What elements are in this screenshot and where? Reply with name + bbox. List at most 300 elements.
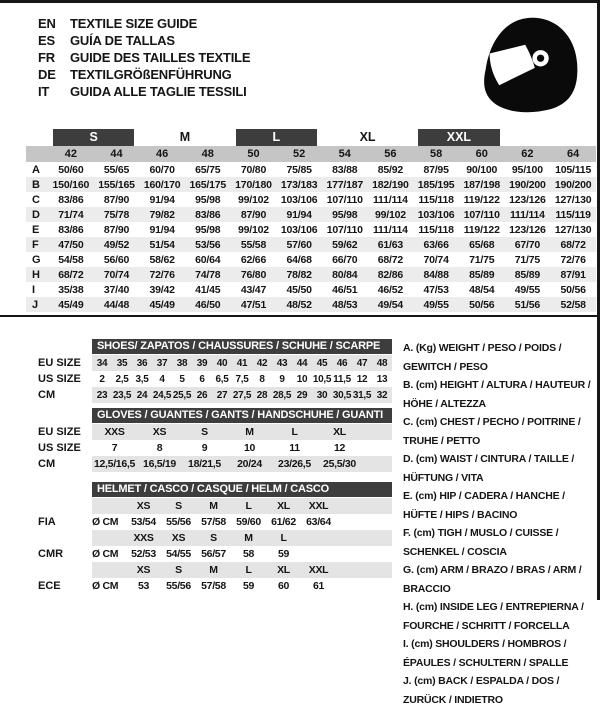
measure-value: 83/86 xyxy=(58,223,84,236)
measure-value: 173/183 xyxy=(280,178,318,191)
strip-row xyxy=(38,387,394,403)
measure-value: 111/114 xyxy=(373,223,408,236)
measure-value: 119/122 xyxy=(463,193,500,206)
measure-letter: F xyxy=(32,238,39,251)
measure-value: 87/90 xyxy=(103,193,130,206)
helmet-size-cells xyxy=(92,562,392,578)
strip-cell: 18/21,5 xyxy=(188,458,221,470)
strip-cell: 43 xyxy=(276,357,288,369)
size-group-label: L xyxy=(236,129,317,146)
language-row xyxy=(38,83,250,100)
measure-value: 51/56 xyxy=(514,298,541,311)
measure-value: 103/106 xyxy=(280,223,318,236)
shoes-table-title: SHOES/ ZAPATOS / CHAUSSURES / SCHUHE / SCARPE xyxy=(92,339,392,354)
helmet-value-row xyxy=(38,578,394,594)
gloves-table-title: GLOVES / GUANTES / GANTS / HANDSCHUHE / GUANTI xyxy=(92,408,392,423)
size-group-label: XXL xyxy=(418,129,499,146)
legend-item: H. (cm) INSIDE LEG / ENTREPIERNA / FOURCHE / SCHRITT / FORCELLA xyxy=(403,601,584,632)
measure-value: 70/74 xyxy=(423,253,449,266)
strip-cell: S xyxy=(201,426,208,438)
legend-item: A. (Kg) WEIGHT / PESO / POIDS / GEWITCH / PESO xyxy=(403,342,562,373)
measure-value: 45/49 xyxy=(58,298,84,311)
strip-cell: L xyxy=(291,426,298,438)
size-number: 56 xyxy=(368,146,414,162)
measure-value: 68/72 xyxy=(377,253,404,266)
helmet-rows xyxy=(38,498,394,594)
strip-cell: 29 xyxy=(296,389,308,401)
size-group-label: S xyxy=(53,129,134,146)
helmet-value: 57/58 xyxy=(201,516,226,528)
strip-cells xyxy=(92,371,392,387)
helmet-value: 61/62 xyxy=(271,516,296,528)
strip-cell: 36 xyxy=(136,357,148,369)
gloves-table xyxy=(38,408,394,472)
measure-value: 62/66 xyxy=(240,253,267,266)
size-number: 48 xyxy=(185,146,231,162)
measure-value: 50/60 xyxy=(58,163,84,176)
helmet-size-label: XXS xyxy=(133,532,154,544)
standard-label: FIA xyxy=(38,516,56,528)
strip-cell: 23,5 xyxy=(112,389,132,401)
strip-cell: 38 xyxy=(176,357,188,369)
measure-value: 67/70 xyxy=(514,238,541,251)
size-number: 58 xyxy=(413,146,459,162)
size-group-header xyxy=(413,127,504,146)
measure-value: 105/115 xyxy=(555,163,592,176)
measure-value: 95/98 xyxy=(195,223,221,236)
helmet-value: 55/56 xyxy=(166,580,191,592)
language-text: GUIDE DES TAILLES TEXTILE xyxy=(70,50,251,65)
measure-value: 68/72 xyxy=(58,268,84,281)
size-number: 46 xyxy=(139,146,185,162)
measure-value: 35/38 xyxy=(58,283,84,296)
measure-value: 91/94 xyxy=(149,223,175,236)
measure-letter: A xyxy=(32,163,40,176)
language-code: IT xyxy=(38,84,50,99)
language-text: GUÍA DE TALLAS xyxy=(70,33,175,48)
textile-size-table xyxy=(26,127,596,312)
helmet-size-label: XS xyxy=(136,564,151,576)
strip-cell: 44 xyxy=(296,357,308,369)
measure-value: 58/62 xyxy=(149,253,175,266)
measure-value: 74/78 xyxy=(195,268,221,281)
measure-value: 115/118 xyxy=(418,223,454,236)
measure-row xyxy=(26,252,596,267)
measure-value: 65/75 xyxy=(195,163,221,176)
measure-value: 37/40 xyxy=(103,283,130,296)
measure-row xyxy=(26,162,596,177)
measure-value: 66/70 xyxy=(332,253,358,266)
strip-cells xyxy=(92,424,392,440)
measure-value: 72/76 xyxy=(149,268,175,281)
strip-cell: 30,5 xyxy=(332,389,352,401)
helmet-size-label: XS xyxy=(136,500,151,512)
standard-label: ECE xyxy=(38,580,61,592)
corner-spacer xyxy=(26,146,48,162)
measure-value: 68/72 xyxy=(560,238,586,251)
strip-cell: XS xyxy=(152,426,167,438)
strip-cell: 13 xyxy=(376,373,388,385)
helmet-value-row xyxy=(38,546,394,562)
strip-cell: 26 xyxy=(196,389,208,401)
measure-value: 54/58 xyxy=(58,253,84,266)
measure-value: 85/92 xyxy=(377,163,404,176)
language-code: DE xyxy=(38,67,56,82)
helmet-size-label: XL xyxy=(277,564,290,576)
measure-value: 119/122 xyxy=(463,223,500,236)
helmet-value: 53/54 xyxy=(131,516,156,528)
measure-value: 91/94 xyxy=(286,208,312,221)
measure-value: 63/66 xyxy=(423,238,449,251)
strip-cell: 10 xyxy=(243,442,256,454)
legend-item: I. (cm) SHOULDERS / HOMBROS / ÉPAULES / SCHULTERN / SPALLE xyxy=(403,638,569,669)
strip-cell: 27,5 xyxy=(232,389,252,401)
helmet-icon xyxy=(477,15,583,115)
measure-row xyxy=(26,297,596,312)
helmet-value: 59 xyxy=(242,580,255,592)
measure-value: 190/200 xyxy=(509,178,546,191)
measure-value: 182/190 xyxy=(372,178,409,191)
language-row xyxy=(38,32,250,49)
size-number: 44 xyxy=(94,146,140,162)
size-group-row xyxy=(26,127,596,146)
measure-value: 48/54 xyxy=(469,283,495,296)
strip-cell: 31,5 xyxy=(352,389,372,401)
legend-item: C. (cm) CHEST / PECHO / POITRINE / TRUHE / PETTO xyxy=(403,416,581,447)
measure-value: 60/70 xyxy=(149,163,175,176)
strip-cell: 39 xyxy=(196,357,208,369)
strip-cell: 27 xyxy=(216,389,228,401)
size-number: 60 xyxy=(459,146,505,162)
strip-cell: 24,5 xyxy=(152,389,172,401)
strip-cell: 10,5 xyxy=(312,373,332,385)
measure-value: 95/98 xyxy=(332,208,358,221)
language-list xyxy=(38,15,250,100)
helmet-value: 56/57 xyxy=(201,548,226,560)
helmet-value-row xyxy=(38,514,394,530)
helmet-value-cells xyxy=(92,578,392,594)
measure-value: 56/60 xyxy=(103,253,130,266)
measure-value: 103/106 xyxy=(417,208,455,221)
strip-cell: 48 xyxy=(376,357,388,369)
strip-row xyxy=(38,355,394,371)
measure-value: 78/82 xyxy=(286,268,312,281)
helmet-value: 53 xyxy=(137,580,150,592)
strip-cell: 37 xyxy=(156,357,168,369)
language-row xyxy=(38,49,250,66)
strip-cell: 25,5 xyxy=(172,389,192,401)
measure-value: 111/114 xyxy=(509,208,545,221)
strip-cell: 40 xyxy=(216,357,228,369)
measure-value: 123/126 xyxy=(509,193,546,206)
measure-value: 79/82 xyxy=(149,208,175,221)
helmet-size-label: XS xyxy=(171,532,186,544)
language-code: ES xyxy=(38,33,55,48)
measure-value: 48/53 xyxy=(332,298,358,311)
measure-row xyxy=(26,282,596,297)
measure-row xyxy=(26,207,596,222)
measure-row xyxy=(26,192,596,207)
shoes-rows xyxy=(38,355,394,403)
strip-cell: 7 xyxy=(111,442,118,454)
helmet-size-row xyxy=(38,562,394,578)
measure-letter: G xyxy=(32,253,41,266)
strip-row-label: US SIZE xyxy=(38,373,81,385)
language-code: EN xyxy=(38,16,56,31)
strip-cell: 41 xyxy=(236,357,248,369)
helmet-value: 60 xyxy=(277,580,290,592)
strip-cell: 25,5/30 xyxy=(323,458,356,470)
helmet-value: 55/56 xyxy=(166,516,191,528)
measure-value: 107/110 xyxy=(326,223,363,236)
measure-value: 46/50 xyxy=(195,298,221,311)
strip-cell: 34 xyxy=(96,357,108,369)
measure-value: 41/45 xyxy=(195,283,221,296)
strip-row xyxy=(38,456,394,472)
measure-letter: E xyxy=(32,223,40,236)
measure-value: 75/78 xyxy=(103,208,130,221)
helmet-value: 63/64 xyxy=(306,516,331,528)
measure-row xyxy=(26,237,596,252)
strip-cell: 10 xyxy=(296,373,308,385)
helmet-table-title: HELMET / CASCO / CASQUE / HELM / CASCO xyxy=(92,482,392,497)
helmet-size-label: S xyxy=(175,500,182,512)
measure-value: 160/170 xyxy=(143,178,181,191)
measure-value: 64/68 xyxy=(286,253,312,266)
strip-cell: 32 xyxy=(376,389,388,401)
helmet-size-label: M xyxy=(244,532,253,544)
legend-item: F. (cm) TIGH / MUSLO / CUISSE / SCHENKEL / COSCIA xyxy=(403,527,559,558)
legend-item: J. (cm) BACK / ESPALDA / DOS / ZURÜCK / INDIETRO xyxy=(403,675,560,706)
size-group-label: XL xyxy=(359,130,376,144)
measure-letter: J xyxy=(32,298,38,311)
strip-cell: 35 xyxy=(116,357,128,369)
measure-row xyxy=(26,177,596,192)
strip-cells xyxy=(92,440,392,456)
size-number: 64 xyxy=(550,146,596,162)
strip-cells xyxy=(92,355,392,371)
helmet-value: 61 xyxy=(312,580,325,592)
measure-rows xyxy=(26,162,596,312)
measure-value: 155/165 xyxy=(98,178,135,191)
size-group-label: M xyxy=(179,130,191,144)
strip-cell: 16,5/19 xyxy=(143,458,176,470)
measure-value: 87/90 xyxy=(103,223,130,236)
end-spacer xyxy=(505,127,551,146)
shoes-table xyxy=(38,339,394,403)
strip-cell: 9 xyxy=(279,373,285,385)
measure-value: 103/106 xyxy=(280,193,318,206)
strip-cell: 23 xyxy=(96,389,108,401)
helmet-size-row xyxy=(38,530,394,546)
helmet-size-label: L xyxy=(280,532,287,544)
strip-cell: 9 xyxy=(201,442,208,454)
measure-letter: C xyxy=(32,193,40,206)
helmet-size-label: M xyxy=(209,564,218,576)
language-row xyxy=(38,15,250,32)
measure-value: 115/119 xyxy=(555,208,591,221)
helmet-size-label: XXL xyxy=(308,564,329,576)
language-text: TEXTILGRÖßENFÜHRUNG xyxy=(70,67,232,82)
measure-value: 70/80 xyxy=(240,163,267,176)
strip-cell: XXS xyxy=(104,426,125,438)
measure-value: 83/86 xyxy=(58,193,84,206)
bottom-section xyxy=(0,317,597,709)
measure-value: 75/85 xyxy=(286,163,312,176)
helmet-size-label: XXL xyxy=(308,500,329,512)
legend-item: B. (cm) HEIGHT / ALTURA / HAUTEUR / HÖHE / ALTEZZA xyxy=(403,379,591,410)
measure-value: 85/89 xyxy=(514,268,541,281)
measure-value: 83/88 xyxy=(332,163,358,176)
measure-value: 71/75 xyxy=(469,253,495,266)
measure-value: 111/114 xyxy=(373,193,408,206)
measure-value: 50/56 xyxy=(560,283,586,296)
measure-value: 83/86 xyxy=(195,208,221,221)
strip-row xyxy=(38,440,394,456)
measure-value: 87/95 xyxy=(423,163,449,176)
measure-value: 107/110 xyxy=(326,193,363,206)
measure-value: 70/74 xyxy=(103,268,130,281)
measure-letter: H xyxy=(32,268,40,281)
measure-value: 49/55 xyxy=(514,283,541,296)
measure-value: 99/102 xyxy=(374,208,406,221)
size-group-header xyxy=(231,127,322,146)
measure-value: 45/50 xyxy=(286,283,312,296)
strip-cell: 11 xyxy=(289,442,300,454)
measure-value: 47/53 xyxy=(423,283,449,296)
measure-value: 87/91 xyxy=(560,268,586,281)
measure-value: 46/52 xyxy=(377,283,404,296)
measure-value: 99/102 xyxy=(237,193,269,206)
strip-cell: 12 xyxy=(356,373,368,385)
strip-cells xyxy=(92,456,392,472)
helmet-size-label: L xyxy=(245,564,252,576)
measure-value: 165/175 xyxy=(189,178,227,191)
helmet-value: 58 xyxy=(242,548,255,560)
unit-label: Ø CM xyxy=(92,516,119,528)
measure-value: 87/90 xyxy=(240,208,267,221)
helmet-value-cells xyxy=(92,546,392,562)
measure-value: 60/64 xyxy=(195,253,221,266)
strip-row xyxy=(38,371,394,387)
strip-cell: 11,5 xyxy=(333,373,351,385)
measure-value: 46/51 xyxy=(332,283,358,296)
strip-cell: 20/24 xyxy=(237,458,262,470)
measure-value: 55/58 xyxy=(240,238,267,251)
helmet-value: 59 xyxy=(277,548,290,560)
strip-cell: 4 xyxy=(159,373,165,385)
legend-item: G. (cm) ARM / BRAZO / BRAS / ARM / BRACCIO xyxy=(403,564,582,595)
strip-row-label: US SIZE xyxy=(38,442,81,454)
helmet-value: 59/60 xyxy=(236,516,261,528)
size-number: 62 xyxy=(505,146,551,162)
strip-row xyxy=(38,424,394,440)
strip-cell: 2 xyxy=(99,373,105,385)
legend-item: E. (cm) HIP / CADERA / HANCHE / HÜFTE / HIPS / BACINO xyxy=(403,490,565,521)
size-number-row xyxy=(26,146,596,162)
measure-value: 47/50 xyxy=(58,238,84,251)
corner-spacer xyxy=(26,127,48,146)
measure-value: 65/68 xyxy=(469,238,495,251)
size-number: 50 xyxy=(231,146,277,162)
strip-cell: 5 xyxy=(179,373,185,385)
measure-value: 49/54 xyxy=(377,298,404,311)
strip-cell: 7,5 xyxy=(235,373,249,385)
strip-cell: 8 xyxy=(259,373,265,385)
measure-value: 190/200 xyxy=(554,178,592,191)
unit-label: Ø CM xyxy=(92,548,119,560)
measure-value: 177/187 xyxy=(326,178,364,191)
measure-value: 84/88 xyxy=(423,268,449,281)
measure-value: 49/55 xyxy=(423,298,449,311)
size-group-header xyxy=(139,127,230,146)
measure-row xyxy=(26,222,596,237)
helmet-size-label: M xyxy=(209,500,218,512)
helmet-size-label: S xyxy=(175,564,182,576)
measure-value: 123/126 xyxy=(509,223,546,236)
measurement-legend xyxy=(403,339,597,709)
measure-value: 80/84 xyxy=(332,268,358,281)
strip-cell: 12 xyxy=(333,442,346,454)
strip-cells xyxy=(92,387,392,403)
language-code: FR xyxy=(38,50,55,65)
strip-cell: XL xyxy=(333,426,346,438)
measure-value: 47/51 xyxy=(240,298,267,311)
measure-value: 91/94 xyxy=(149,193,175,206)
helmet-value-cells xyxy=(92,514,392,530)
strip-cell: 3,5 xyxy=(135,373,149,385)
strip-cell: 46 xyxy=(336,357,348,369)
helmet-table xyxy=(38,482,394,594)
strip-cell: 6,5 xyxy=(215,373,229,385)
language-text: TEXTILE SIZE GUIDE xyxy=(70,16,198,31)
measure-value: 127/130 xyxy=(554,223,592,236)
measure-letter: B xyxy=(32,178,40,191)
helmet-size-label: L xyxy=(245,500,252,512)
language-row xyxy=(38,66,250,83)
measure-value: 53/56 xyxy=(195,238,221,251)
legend-item: D. (cm) WAIST / CINTURA / TAILLE / HÜFTUNG / VITA xyxy=(403,453,575,484)
measure-value: 127/130 xyxy=(554,193,592,206)
size-group-header xyxy=(322,127,413,146)
measure-value: 170/180 xyxy=(235,178,272,191)
measure-value: 39/42 xyxy=(149,283,175,296)
measure-value: 107/110 xyxy=(463,208,500,221)
measure-value: 187/198 xyxy=(463,178,501,191)
measure-value: 72/76 xyxy=(560,253,586,266)
strip-cell: 6 xyxy=(199,373,205,385)
measure-value: 71/74 xyxy=(58,208,84,221)
unit-label: Ø CM xyxy=(92,580,119,592)
helmet-size-cells xyxy=(92,530,392,546)
measure-value: 45/49 xyxy=(149,298,175,311)
measure-value: 95/98 xyxy=(195,193,221,206)
strip-row-label: EU SIZE xyxy=(38,426,81,438)
strip-cell: 28,5 xyxy=(272,389,292,401)
helmet-value: 57/58 xyxy=(201,580,226,592)
measure-value: 44/48 xyxy=(103,298,130,311)
strip-cell: 30 xyxy=(316,389,328,401)
measure-value: 85/89 xyxy=(469,268,495,281)
measure-value: 82/86 xyxy=(377,268,404,281)
measure-value: 57/60 xyxy=(286,238,312,251)
strip-row-label: EU SIZE xyxy=(38,357,81,369)
strip-row-label: CM xyxy=(38,458,56,470)
helmet-size-row xyxy=(38,498,394,514)
measure-value: 51/54 xyxy=(149,238,175,251)
strip-cell: 23/26,5 xyxy=(278,458,311,470)
measure-value: 71/75 xyxy=(514,253,541,266)
